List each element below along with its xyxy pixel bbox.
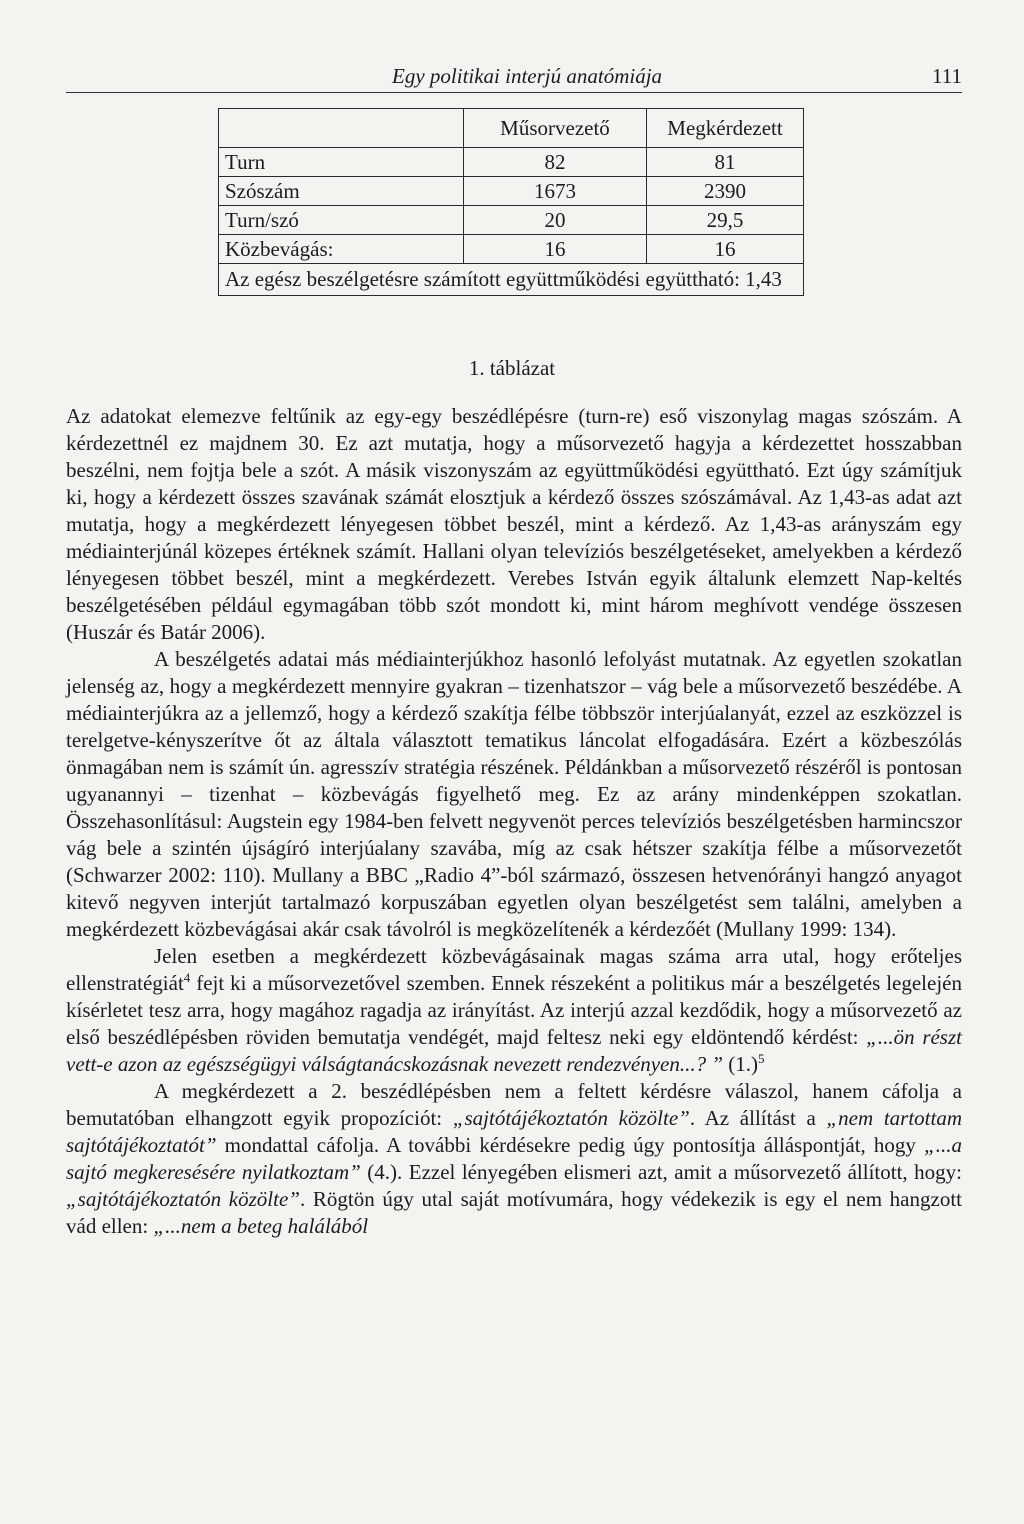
quote: „...ön részt vett-e azon az egészségügyi válságtanácskozásnak nevezett rendezvényen...? ”	[66, 1025, 962, 1076]
text-run: (1.)	[723, 1052, 759, 1076]
running-title: Egy politikai interjú anatómiája	[392, 64, 663, 88]
text-run: A megkérdezett a 2. beszédlépésben nem a feltett kérdésre válaszol, hanem cáfolja a bemutatóban elhangzott egyik propozíciót:	[66, 1079, 962, 1130]
table-cell: 2390	[647, 177, 804, 206]
table-cell: 16	[464, 235, 647, 264]
text-run: Jelen esetben a megkérdezett közbevágásainak magas száma arra utal, hogy erőteljes ellenstratégiát	[66, 944, 962, 995]
table-cell: 16	[647, 235, 804, 264]
paragraph-2: A beszélgetés adatai más médiainterjúkhoz hasonló lefolyást mutatnak. Az egyetlen szokatlan jelenség az, hogy a megkérdezett mennyire gyakran – tizenhatszor – vág bele a műsorvezető beszédébe. A médiainterjúkra az a jellemző, hogy a kérdező szakítja félbe többször interjúalanyát, ezzel az eszközzel is terelgetve-kényszerítve őt az általa választott tematikus láncolat elfogadására. Ezért a közbeszólás önmagában nem is számít ún. agresszív stratégia részének. Példánkban a műsorvezető részéről is pontosan ugyanannyi – tizenhat – közbevágás figyelhető meg. Ez az arány mindenképpen szokatlan. Összehasonlításul: Augstein egy 1984-ben felvett negyvenöt perces televíziós beszélgetésben harmincszor vág bele a szintén újságíró interjúalany szavába, míg az csak hétszer szakítja félbe a műsorvezetőt (Schwarzer 2002: 110). Mullany a BBC „Radio 4”-ból származó, összesen hetvenórányi hangzó anyagot kitevő negyven interjút tartalmazó korpuszában egyetlen olyan beszélgetést sem találni, amelyben a megkérdezett közbevágásai akár csak távolról is megközelítenék a kérdezőét (Mullany 1999: 134).	[66, 647, 962, 941]
text-run: fejt ki a műsorvezetővel szemben. Ennek részeként a politikus már a beszélgetés legelején kísérletet tesz arra, hogy magához ragadja az irányítást. Az interjú azzal kezdődik, hogy a műsorvezető az első beszédlépésben röviden bemutatja vendégét, majd feltesz neki egy eldöntendő kérdést:	[66, 971, 962, 1049]
text-run: (4.). Ezzel lényegében elismeri azt, amit a műsorvezető állított, hogy:	[360, 1160, 962, 1184]
table-cell: 20	[464, 206, 647, 235]
table-note-row	[219, 264, 804, 296]
table-caption: 1. táblázat	[468, 356, 556, 380]
text-run: . Rögtön úgy utal saját motívumára, hogy védekezik is egy el nem hangzott vád ellen:	[66, 1187, 962, 1238]
row-label: Turn/szó	[219, 206, 464, 235]
table-header-row	[219, 109, 804, 148]
table-header-cell: Műsorvezető	[464, 109, 647, 148]
table-cell: 81	[647, 148, 804, 177]
body-text	[66, 403, 962, 1240]
footnote-ref: 5	[758, 1051, 765, 1066]
table-row	[219, 235, 804, 264]
table-cell: 29,5	[647, 206, 804, 235]
row-label: Turn	[219, 148, 464, 177]
row-label: Közbevágás:	[219, 235, 464, 264]
text-run: . Az állítást a	[689, 1106, 827, 1130]
quote: „sajtótájékoztatón közölte”	[452, 1106, 690, 1130]
table-row	[219, 148, 804, 177]
paragraph-1: Az adatokat elemezve feltűnik az egy-egy beszédlépésre (turn-re) eső viszonylag magas szószám. A kérdezettnél ez majdnem 30. Ez azt mutatja, hogy a műsorvezető hagyja a kérdezettet hosszabban beszélni, nem fojtja bele a szót. A másik viszonyszám az együttműködési együttható. Ezt úgy számítjuk ki, hogy a kérdezett összes szavának számát elosztjuk a kérdező összes szószámával. Az 1,43-as adat azt mutatja, hogy a megkérdezett lényegesen többet beszél, mint a kérdező. Az 1,43-as arányszám egy médiainterjúnál közepes értéknek számít. Hallani olyan televíziós beszélgetéseket, amelyekben a kérdező lényegesen többet beszél, mint a megkérdezett. Verebes István egyik általunk elemzett Nap-keltés beszélgetésében például egymagában több szót mondott ki, mint három meghívott vendége összesen (Huszár és Batár 2006).	[66, 404, 962, 644]
data-table	[218, 108, 804, 296]
table-cell: 82	[464, 148, 647, 177]
page-number: 111	[932, 64, 962, 88]
table-header-cell	[219, 109, 464, 148]
page-header	[66, 62, 962, 93]
table-cell: 1673	[464, 177, 647, 206]
table-note: Az egész beszélgetésre számított együttműködési együttható: 1,43	[219, 264, 804, 296]
quote: „...a sajtó megkeresésére nyilatkoztam”	[66, 1133, 962, 1184]
table-row	[219, 206, 804, 235]
paragraph-4	[66, 1078, 962, 1240]
footnote-ref: 4	[183, 970, 191, 985]
text-run: mondattal cáfolja. A további kérdésekre pedig úgy pontosítja álláspontját, hogy	[216, 1133, 925, 1157]
quote: „...nem a beteg halálából	[153, 1214, 369, 1238]
quote: „nem tartottam sajtótájékoztatót”	[66, 1106, 963, 1157]
paragraph-3	[66, 943, 962, 1078]
table-header-cell: Megkérdezett	[647, 109, 804, 148]
quote: „sajtótájékoztatón közölte”	[66, 1187, 300, 1211]
table-row	[219, 177, 804, 206]
row-label: Szószám	[219, 177, 464, 206]
